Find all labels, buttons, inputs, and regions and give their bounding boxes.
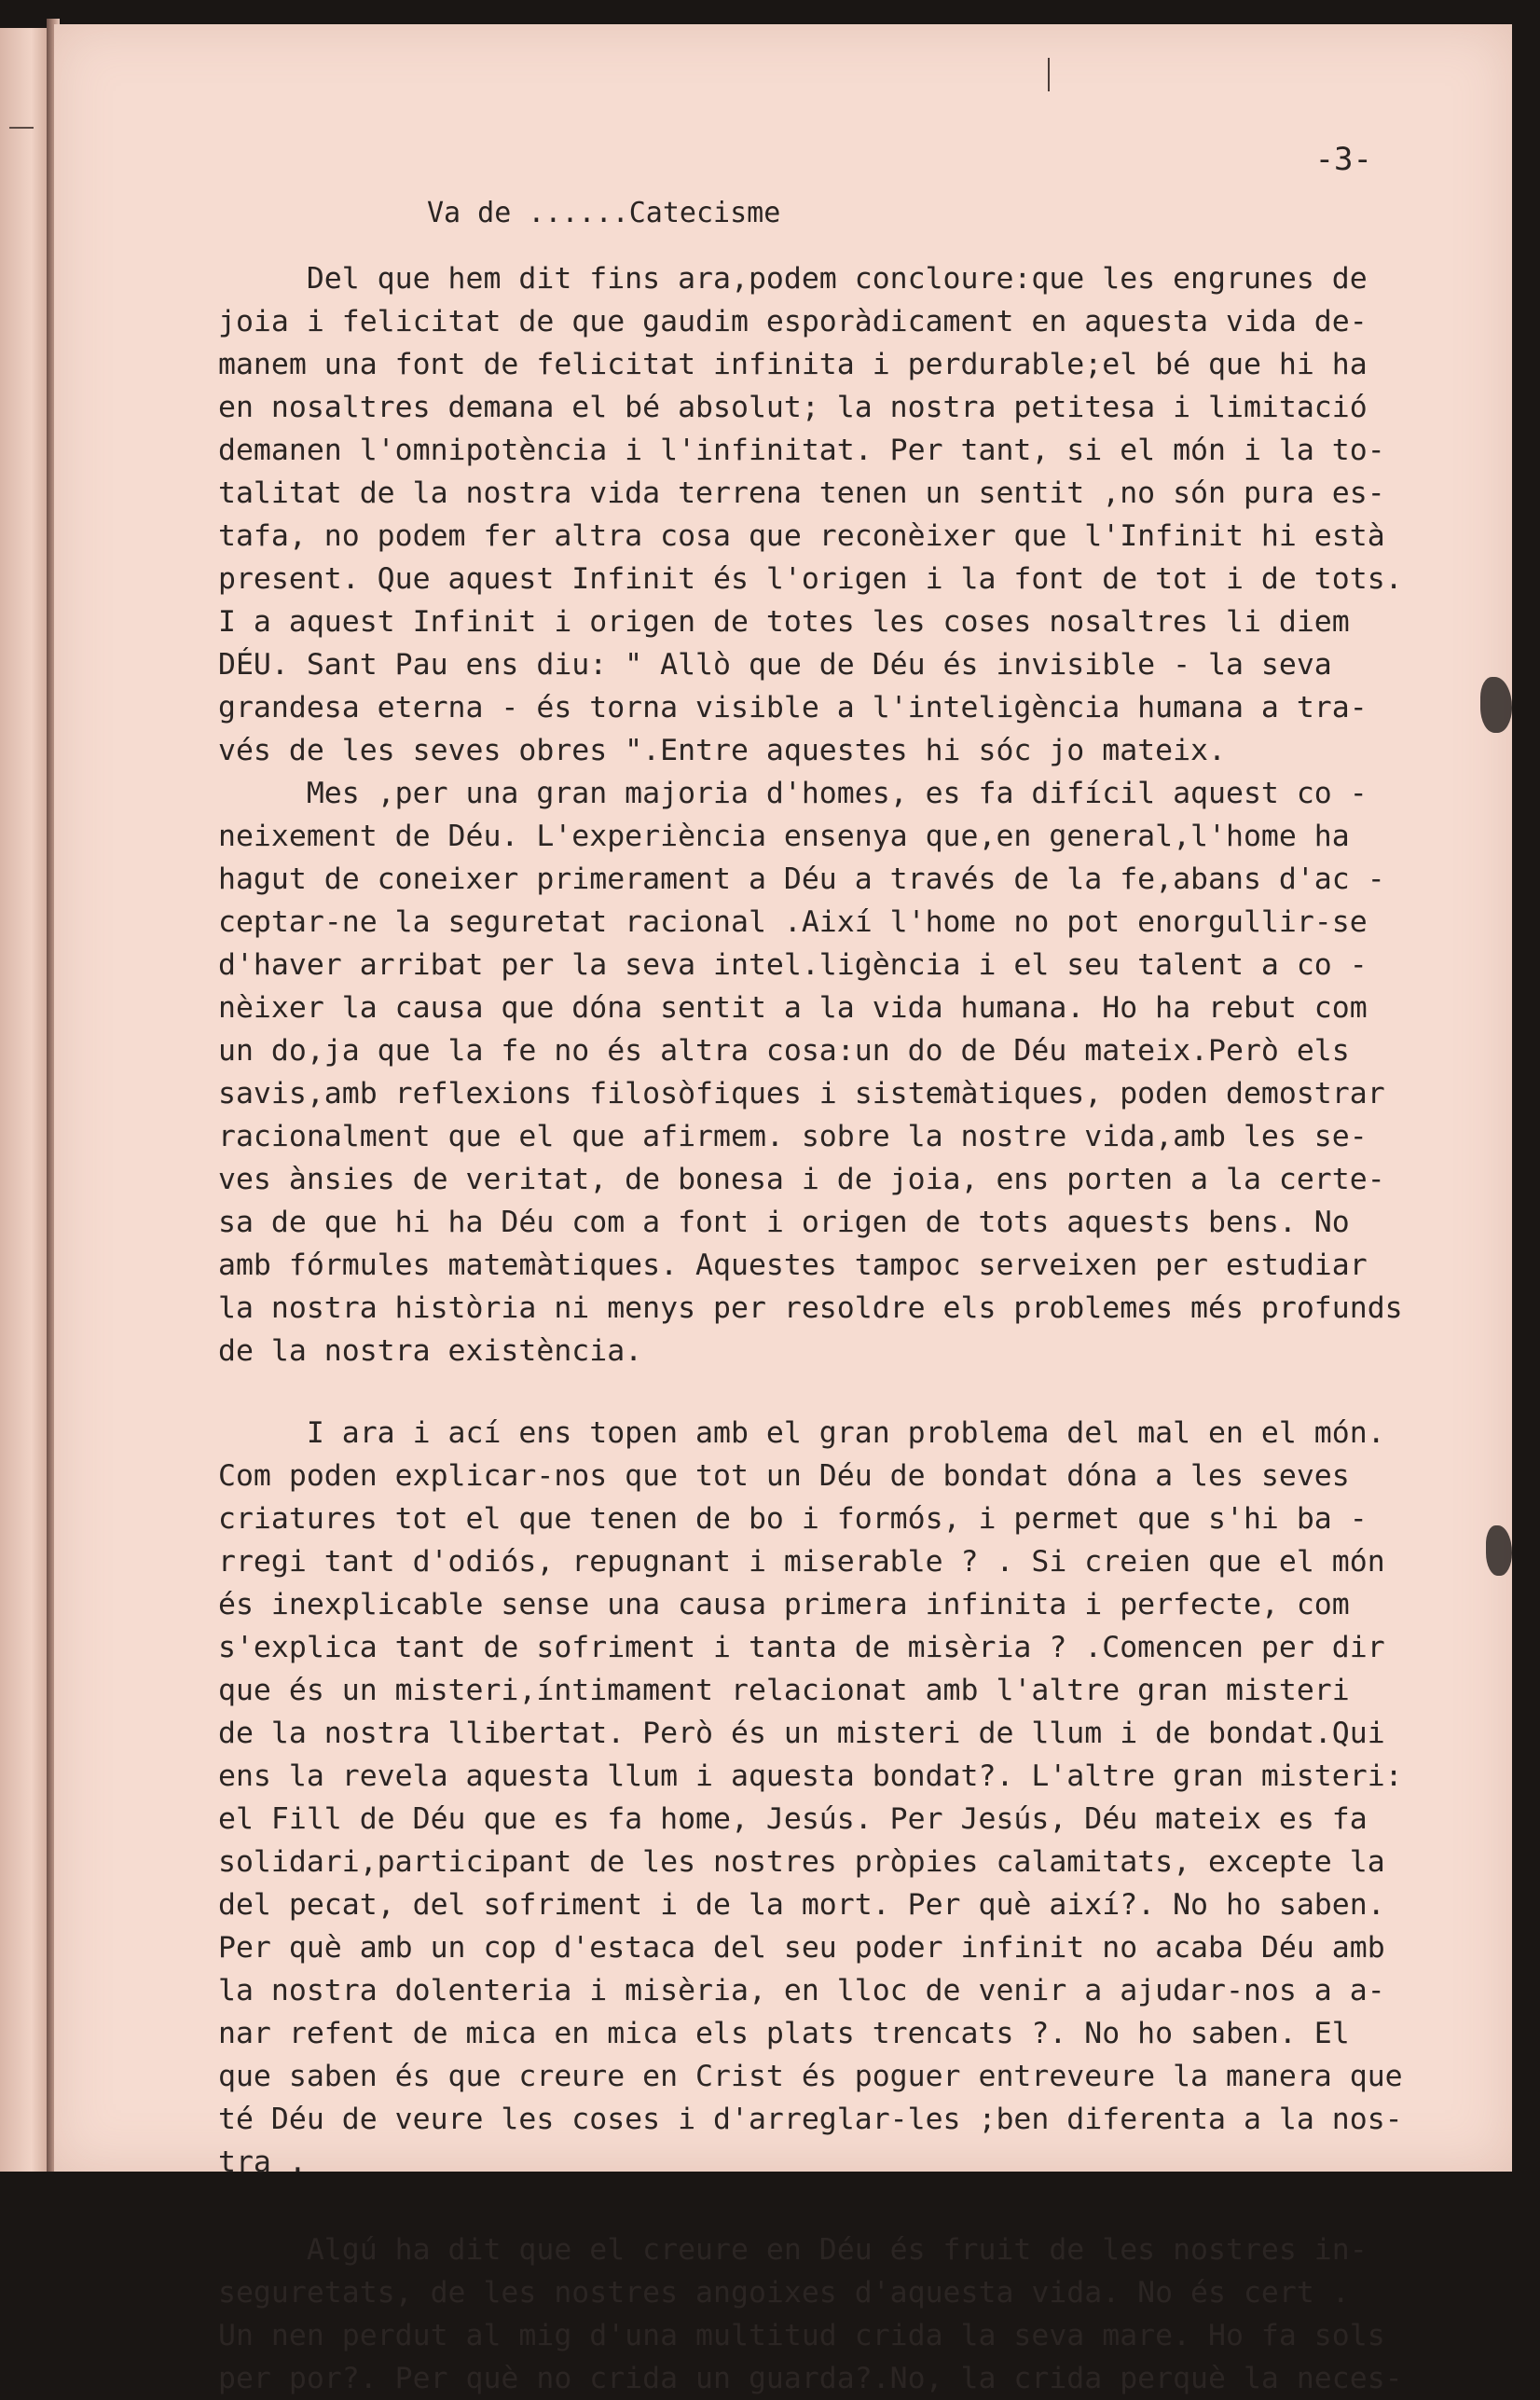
text-line: Algú ha dit que el creure en Déu és fruit de les nostres in- bbox=[218, 2233, 1368, 2267]
text-line: per por?. Per què no crida un guarda?.No, la crida perquè la neces- bbox=[218, 2362, 1403, 2395]
section-heading: Va de ......Catecisme bbox=[427, 197, 781, 229]
paragraph-1 bbox=[218, 257, 1523, 1372]
text-line: I ara i ací ens topen amb el gran problema del mal en el món. bbox=[218, 1416, 1385, 1450]
text-line: nar refent de mica en mica els plats trencats ?. No ho saben. El bbox=[218, 2017, 1350, 2050]
text-line: Com poden explicar-nos que tot un Déu de bondat dóna a les seves bbox=[218, 1459, 1350, 1493]
top-mark bbox=[1048, 58, 1050, 91]
paragraph-2 bbox=[218, 1412, 1523, 2184]
text-line: ceptar-ne la seguretat racional .Així l'home no pot enorgullir-se bbox=[218, 905, 1368, 939]
text-line: rregi tant d'odiós, repugnant i miserable ? . Si creien que el món bbox=[218, 1545, 1385, 1579]
text-line: un do,ja que la fe no és altra cosa:un do de Déu mateix.Però els bbox=[218, 1034, 1350, 1068]
document-page bbox=[54, 24, 1512, 2395]
text-line: tafa, no podem fer altra cosa que reconèixer que l'Infinit hi està bbox=[218, 519, 1385, 553]
facing-page-edge bbox=[0, 28, 52, 2172]
text-line: present. Que aquest Infinit és l'origen i la font de tot i de tots. bbox=[218, 562, 1403, 596]
text-line: joia i felicitat de que gaudim esporàdicament en aquesta vida de- bbox=[218, 305, 1368, 338]
text-line: grandesa eterna - és torna visible a l'inteligència humana a tra- bbox=[218, 691, 1368, 724]
text-line: nèixer la causa que dóna sentit a la vida humana. Ho ha rebut com bbox=[218, 991, 1368, 1025]
text-line: manem una font de felicitat infinita i perdurable;el bé que hi ha bbox=[218, 348, 1368, 381]
text-line: neixement de Déu. L'experiència ensenya que,en general,l'home ha bbox=[218, 820, 1350, 853]
text-line: Un nen perdut al mig d'una multitud crida la seva mare. Ho fa sols bbox=[218, 2319, 1385, 2352]
page-number: -3- bbox=[1314, 141, 1372, 178]
text-line: que saben és que creure en Crist és poguer entreveure la manera que bbox=[218, 2060, 1403, 2093]
text-line: solidari,participant de les nostres pròpies calamitats, excepte la bbox=[218, 1845, 1385, 1879]
text-line: sa de que hi ha Déu com a font i origen de tots aquests bens. No bbox=[218, 1206, 1350, 1239]
text-line: de la nostra llibertat. Però és un misteri de llum i de bondat.Qui bbox=[218, 1717, 1385, 1750]
body-text bbox=[218, 257, 1523, 2400]
text-line: ves ànsies de veritat, de bonesa i de joia, ens porten a la certe- bbox=[218, 1163, 1385, 1196]
text-line: la nostra dolenteria i misèria, en lloc de venir a ajudar-nos a a- bbox=[218, 1974, 1385, 2007]
text-line: que és un misteri,íntimament relacionat amb l'altre gran misteri bbox=[218, 1674, 1350, 1707]
margin-mark bbox=[9, 127, 34, 129]
text-line: d'haver arribat per la seva intel.ligència i el seu talent a co - bbox=[218, 948, 1368, 982]
paragraph-3 bbox=[218, 2228, 1523, 2400]
text-line: Del que hem dit fins ara,podem concloure:que les engrunes de bbox=[218, 262, 1368, 296]
text-line: vés de les seves obres ".Entre aquestes hi sóc jo mateix. bbox=[218, 734, 1226, 767]
text-line: seguretats, de les nostres angoixes d'aquesta vida. No és cert . bbox=[218, 2276, 1350, 2310]
text-line: la nostra història ni menys per resoldre els problemes més profunds bbox=[218, 1291, 1403, 1325]
text-line: ens la revela aquesta llum i aquesta bondat?. L'altre gran misteri: bbox=[218, 1759, 1403, 1793]
text-line: en nosaltres demana el bé absolut; la nostra petitesa i limitació bbox=[218, 391, 1368, 424]
text-line: Mes ,per una gran majoria d'homes, es fa difícil aquest co - bbox=[218, 777, 1368, 810]
text-line: DÉU. Sant Pau ens diu: " Allò que de Déu és invisible - la seva bbox=[218, 648, 1332, 682]
text-line: demanen l'omnipotència i l'infinitat. Per tant, si el món i la to- bbox=[218, 434, 1385, 467]
text-line: té Déu de veure les coses i d'arreglar-les ;ben diferenta a la nos- bbox=[218, 2103, 1403, 2136]
text-line: I a aquest Infinit i origen de totes les coses nosaltres li diem bbox=[218, 605, 1350, 639]
text-line: criatures tot el que tenen de bo i formós, i permet que s'hi ba - bbox=[218, 1502, 1368, 1536]
paragraph-gap bbox=[218, 2184, 1523, 2228]
text-line: és inexplicable sense una causa primera infinita i perfecte, com bbox=[218, 1588, 1350, 1621]
text-line: talitat de la nostra vida terrena tenen un sentit ,no són pura es- bbox=[218, 476, 1385, 510]
text-line: racionalment que el que afirmem. sobre la nostre vida,amb les se- bbox=[218, 1120, 1368, 1153]
text-line: Per què amb un cop d'estaca del seu poder infinit no acaba Déu amb bbox=[218, 1931, 1385, 1965]
text-line: amb fórmules matemàtiques. Aquestes tampoc serveixen per estudiar bbox=[218, 1248, 1368, 1282]
text-line: tra . bbox=[218, 2145, 307, 2179]
text-line: el Fill de Déu que es fa home, Jesús. Per Jesús, Déu mateix es fa bbox=[218, 1802, 1368, 1836]
text-line: s'explica tant de sofriment i tanta de misèria ? .Comencen per dir bbox=[218, 1631, 1385, 1664]
text-line: de la nostra existència. bbox=[218, 1334, 643, 1368]
text-line: savis,amb reflexions filosòfiques i sistemàtiques, poden demostrar bbox=[218, 1077, 1385, 1110]
paragraph-gap bbox=[218, 1372, 1523, 1412]
text-line: del pecat, del sofriment i de la mort. Per què així?. No ho saben. bbox=[218, 1888, 1385, 1922]
text-line: hagut de coneixer primerament a Déu a través de la fe,abans d'ac - bbox=[218, 862, 1385, 896]
